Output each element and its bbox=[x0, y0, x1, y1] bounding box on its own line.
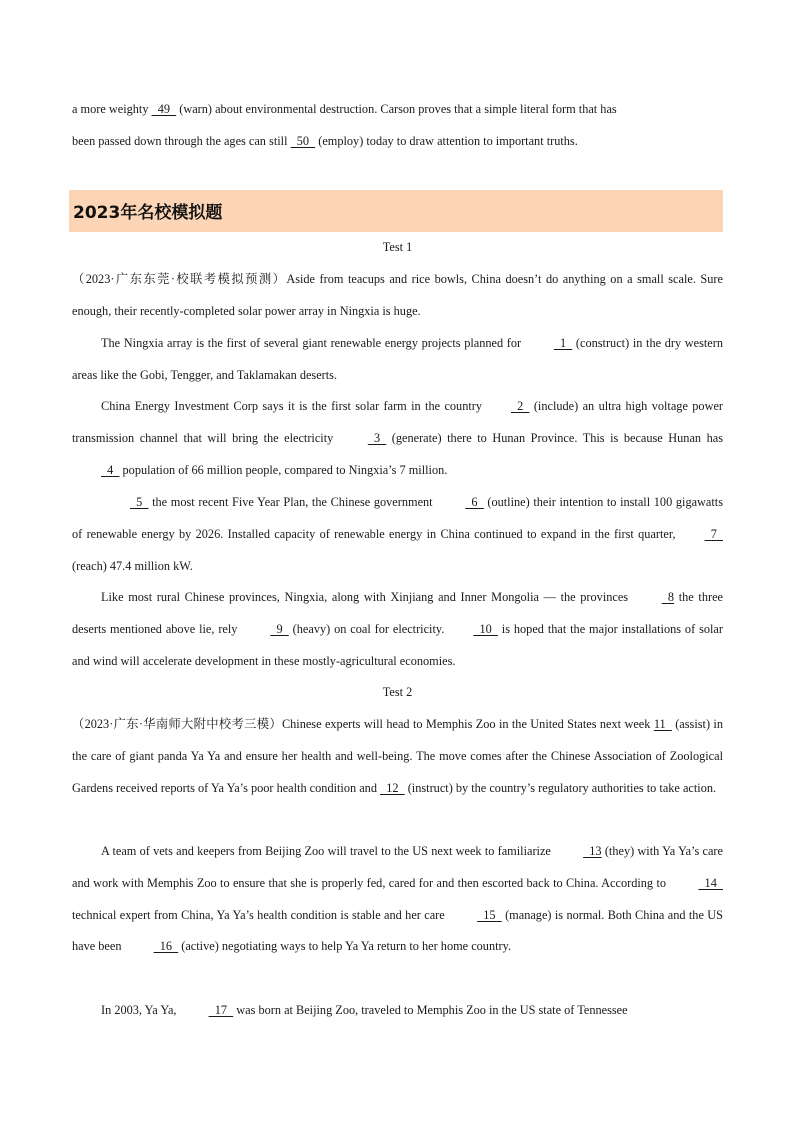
text: In 2003, Ya Ya, bbox=[101, 1003, 180, 1017]
blank-4[interactable]: 4 bbox=[101, 462, 120, 477]
section-banner bbox=[69, 190, 723, 232]
blank-6[interactable]: 6 bbox=[465, 495, 484, 509]
text: (assist) in the care of giant panda Ya Ya and ensure her health and well-being. The move comes after the Chinese Association of Zoological Gardens received reports of Ya Ya’s poor health condition and bbox=[72, 717, 723, 795]
blank-5[interactable]: 5 bbox=[130, 495, 149, 509]
blank-15[interactable]: 15 bbox=[477, 907, 502, 922]
blank-17[interactable]: 17 bbox=[208, 1003, 234, 1017]
text: (construct) in the dry western areas like the Gobi, Tengger, and Taklamakan deserts. bbox=[72, 336, 724, 382]
intro-line-1 bbox=[72, 94, 723, 126]
text: Like most rural Chinese provinces, Ningxia, along with Xinjiang and Inner Mongolia — the provinces bbox=[101, 590, 633, 604]
text: Chinese experts will head to Memphis Zoo in the United States next week bbox=[281, 717, 654, 731]
blank-49[interactable]: 49 bbox=[151, 102, 177, 116]
text: a more weighty bbox=[72, 102, 152, 116]
text: (active) negotiating ways to help Ya Ya return to her home country. bbox=[178, 939, 512, 954]
text: the three deserts mentioned above lie, rely bbox=[72, 590, 724, 636]
section-title: 2023年名校模拟题 bbox=[73, 203, 223, 223]
text: The Ningxia array is the first of several giant renewable energy projects planned for bbox=[101, 336, 525, 350]
test1-heading: Test 1 bbox=[382, 240, 413, 254]
test1-paragraph-2 bbox=[72, 328, 723, 392]
blank-16[interactable]: 16 bbox=[153, 939, 179, 954]
blank-7[interactable]: 7 bbox=[704, 526, 723, 541]
blank-8[interactable]: 8 bbox=[661, 590, 675, 604]
source-label: （2023·广东·华南师大附中校考三模） bbox=[72, 717, 282, 731]
text: (they) with Ya Ya’s care and work with Memphis Zoo to ensure that she is properly fed, cared for and then escorted back to China. According to bbox=[72, 844, 723, 890]
text: technical expert from China, Ya Ya’s health condition is stable and her care bbox=[72, 907, 449, 922]
text: (generate) there to Hunan Province. This is because Hunan has bbox=[386, 430, 723, 445]
text: (include) an ultra high voltage power transmission channel that will bring the electricity bbox=[72, 399, 723, 445]
source-label: （2023·广东东莞·校联考模拟预测） bbox=[72, 272, 287, 286]
blank-13[interactable]: 13 bbox=[583, 844, 602, 858]
text: was born at Beijing Zoo, traveled to Memphis Zoo in the US state of Tennessee bbox=[233, 1003, 628, 1017]
blank-9[interactable]: 9 bbox=[270, 621, 289, 636]
text: is hoped that the major installations of solar and wind will accelerate development in these mostly-agricultural economies. bbox=[72, 621, 723, 668]
text: the most recent Five Year Plan, the Chinese government bbox=[148, 495, 437, 509]
test2-paragraph-3 bbox=[72, 995, 723, 1027]
blank-50[interactable]: 50 bbox=[290, 134, 316, 148]
text: been passed down through the ages can still bbox=[72, 134, 291, 148]
blank-11[interactable]: 11 bbox=[653, 717, 672, 731]
test2-paragraph-1 bbox=[72, 709, 723, 804]
test1-paragraph-3 bbox=[72, 391, 723, 486]
test2-paragraph-2 bbox=[72, 836, 723, 963]
intro-line-2 bbox=[72, 126, 723, 158]
blank-10[interactable]: 10 bbox=[473, 621, 498, 636]
text: (employ) today to draw attention to important truths. bbox=[315, 134, 578, 148]
test1-paragraph-1 bbox=[72, 264, 723, 328]
test1-paragraph-4 bbox=[72, 487, 723, 582]
text: Aside from teacups and rice bowls, China doesn’t do anything on a small scale. Sure enough, their recently-completed solar power array in Ningxia is huge. bbox=[72, 272, 723, 318]
test1-paragraph-5 bbox=[72, 582, 723, 677]
text: (outline) their intention to install 100 gigawatts of renewable energy by 2026. Installed capacity of renewable energy in China continued to expand in the first quarter, bbox=[72, 495, 724, 541]
blank-14[interactable]: 14 bbox=[698, 875, 723, 890]
blank-3[interactable]: 3 bbox=[367, 430, 387, 445]
text: A team of vets and keepers from Beijing Zoo will travel to the US next week to familiarize bbox=[101, 844, 555, 858]
text: population of 66 million people, compared to Ningxia’s 7 million. bbox=[119, 462, 448, 477]
blank-2[interactable]: 2 bbox=[511, 399, 530, 413]
text: China Energy Investment Corp says it is the first solar farm in the country bbox=[101, 399, 483, 413]
text: (reach) 47.4 million kW. bbox=[72, 558, 193, 573]
test2-heading: Test 2 bbox=[382, 685, 413, 699]
text: (instruct) by the country’s regulatory authorities to take action. bbox=[404, 780, 717, 795]
text: (heavy) on coal for electricity. bbox=[288, 621, 445, 636]
text: (manage) is normal. Both China and the US have been bbox=[72, 907, 723, 954]
blank-1[interactable]: 1 bbox=[553, 336, 573, 350]
text: (warn) about environmental destruction. Carson proves that a simple literal form that has bbox=[176, 102, 617, 116]
blank-12[interactable]: 12 bbox=[380, 780, 405, 795]
